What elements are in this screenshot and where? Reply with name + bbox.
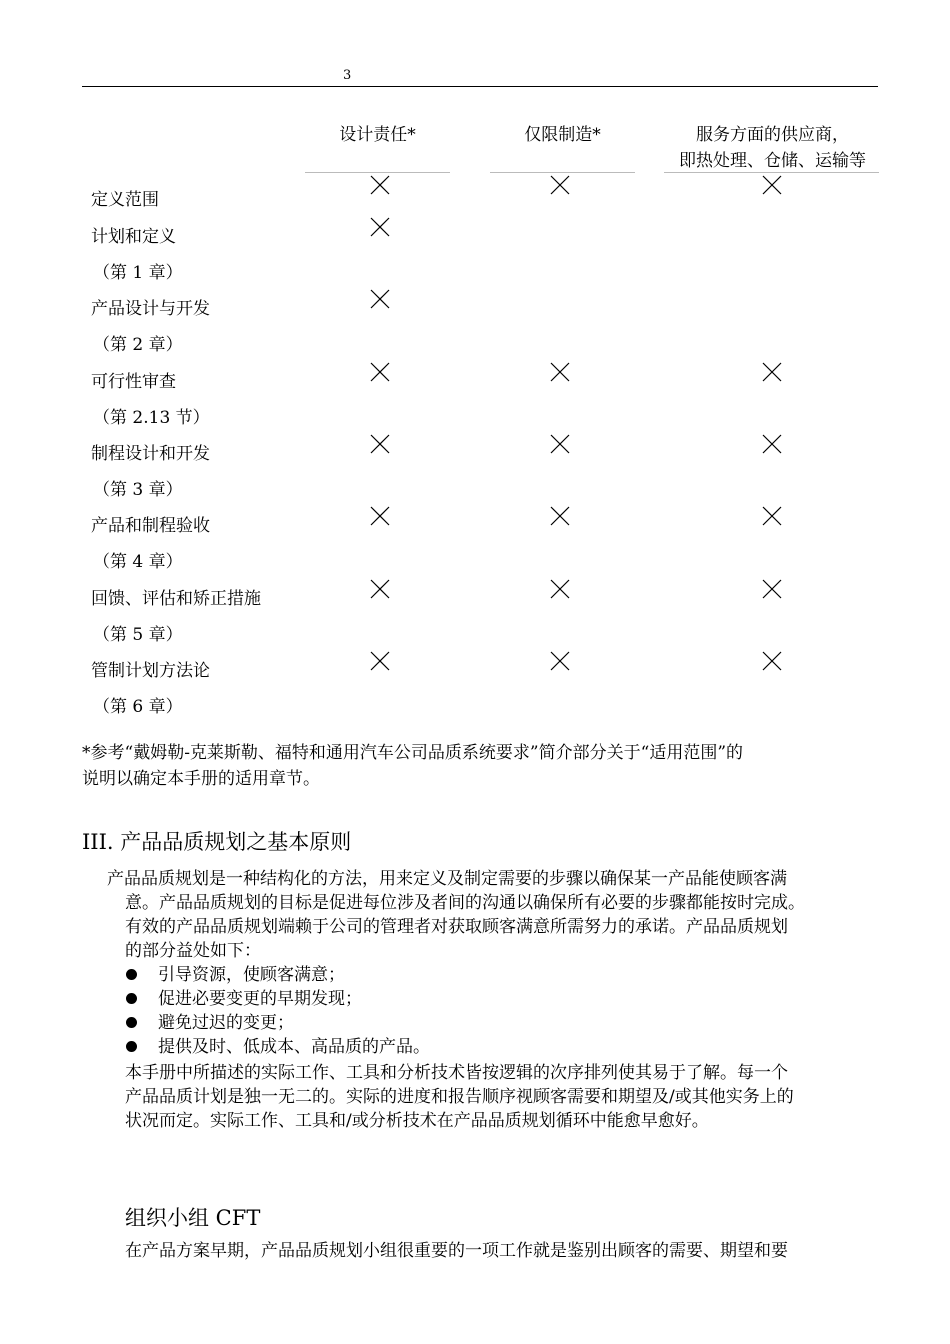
row-chapter: （第 2.13 节） — [93, 408, 210, 428]
x-mark-icon — [370, 506, 390, 526]
x-mark-icon — [550, 362, 570, 382]
x-mark-icon — [370, 175, 390, 195]
x-mark-icon — [550, 651, 570, 671]
x-mark-icon — [370, 289, 390, 309]
bullet-marker — [126, 1017, 137, 1028]
x-mark-icon — [370, 579, 390, 599]
row-chapter: （第 6 章） — [93, 697, 183, 717]
x-mark-icon — [550, 175, 570, 195]
x-mark-icon — [762, 434, 782, 454]
row-label: 回馈、评估和矫正措施 — [91, 589, 261, 609]
column-header-service-line2: 即热处理、仓储、运输等 — [679, 151, 866, 171]
subsection-title: 组织小组 CFT — [125, 1206, 261, 1230]
para1-line1: 产品品质规划是一种结构化的方法，用来定义及制定需要的步骤以确保某一产品能使顾客满 — [107, 869, 787, 889]
row-chapter: （第 1 章） — [93, 263, 183, 283]
row-chapter: （第 2 章） — [93, 335, 183, 355]
footnote-line2: 说明以确定本手册的适用章节。 — [82, 769, 320, 789]
bullet-marker — [126, 969, 137, 980]
column-rule-manufacturing — [490, 172, 635, 173]
row-chapter: （第 3 章） — [93, 480, 183, 500]
header-rule — [82, 86, 878, 87]
x-mark-icon — [550, 434, 570, 454]
x-mark-icon — [370, 651, 390, 671]
column-header-design: 设计责任* — [339, 125, 416, 145]
page-number: 3 — [343, 68, 352, 83]
x-mark-icon — [762, 175, 782, 195]
row-label: 可行性审查 — [91, 372, 176, 392]
para2-line2: 产品品质计划是独一无二的。实际的进度和报告顺序视顾客需要和期望及/或其他实务上的 — [125, 1087, 794, 1107]
para1-line4: 的部分益处如下： — [125, 941, 261, 961]
bullet-marker — [126, 993, 137, 1004]
section-title: III. 产品品质规划之基本原则 — [82, 830, 352, 854]
footnote-line1: *参考“戴姆勒-克莱斯勒、福特和通用汽车公司品质系统要求”简介部分关于“适用范围”的 — [82, 743, 744, 763]
para2-line3: 状况而定。实际工作、工具和/或分析技术在产品品质规划循环中能愈早愈好。 — [125, 1111, 709, 1131]
bullet-item-3: 避免过迟的变更； — [158, 1013, 294, 1033]
column-header-service-line1: 服务方面的供应商， — [696, 125, 849, 145]
x-mark-icon — [762, 506, 782, 526]
para1-line2: 意。产品品质规划的目标是促进每位涉及者间的沟通以确保所有必要的步骤都能按时完成。 — [125, 893, 805, 913]
row-label: 制程设计和开发 — [91, 444, 210, 464]
para2-line1: 本手册中所描述的实际工作、工具和分析技术皆按逻辑的次序排列使其易于了解。每一个 — [125, 1063, 788, 1083]
row-label: 管制计划方法论 — [91, 661, 210, 681]
row-label: 计划和定义 — [91, 227, 176, 247]
column-header-manufacturing: 仅限制造* — [524, 125, 601, 145]
x-mark-icon — [550, 579, 570, 599]
footnote — [82, 740, 882, 792]
x-mark-icon — [370, 362, 390, 382]
row-label: 产品设计与开发 — [91, 299, 210, 319]
x-mark-icon — [370, 217, 390, 237]
subsection-text: 在产品方案早期，产品品质规划小组很重要的一项工作就是鉴别出顾客的需要、期望和要 — [125, 1241, 788, 1261]
x-mark-icon — [762, 362, 782, 382]
para1-line3: 有效的产品品质规划端赖于公司的管理者对获取顾客满意所需努力的承诺。产品品质规划 — [125, 917, 788, 937]
row-label: 定义范围 — [91, 190, 159, 210]
x-mark-icon — [762, 651, 782, 671]
bullet-item-1: 引导资源，使顾客满意； — [158, 965, 345, 985]
row-chapter: （第 4 章） — [93, 552, 183, 572]
bullet-item-2: 促进必要变更的早期发现； — [158, 989, 362, 1009]
column-rule-service — [664, 172, 879, 173]
x-mark-icon — [550, 506, 570, 526]
bullet-item-4: 提供及时、低成本、高品质的产品。 — [158, 1037, 430, 1057]
row-chapter: （第 5 章） — [93, 625, 183, 645]
column-rule-design — [305, 172, 450, 173]
x-mark-icon — [370, 434, 390, 454]
bullet-marker — [126, 1041, 137, 1052]
x-mark-icon — [762, 579, 782, 599]
column-header-service — [660, 122, 885, 174]
row-label: 产品和制程验收 — [91, 516, 210, 536]
